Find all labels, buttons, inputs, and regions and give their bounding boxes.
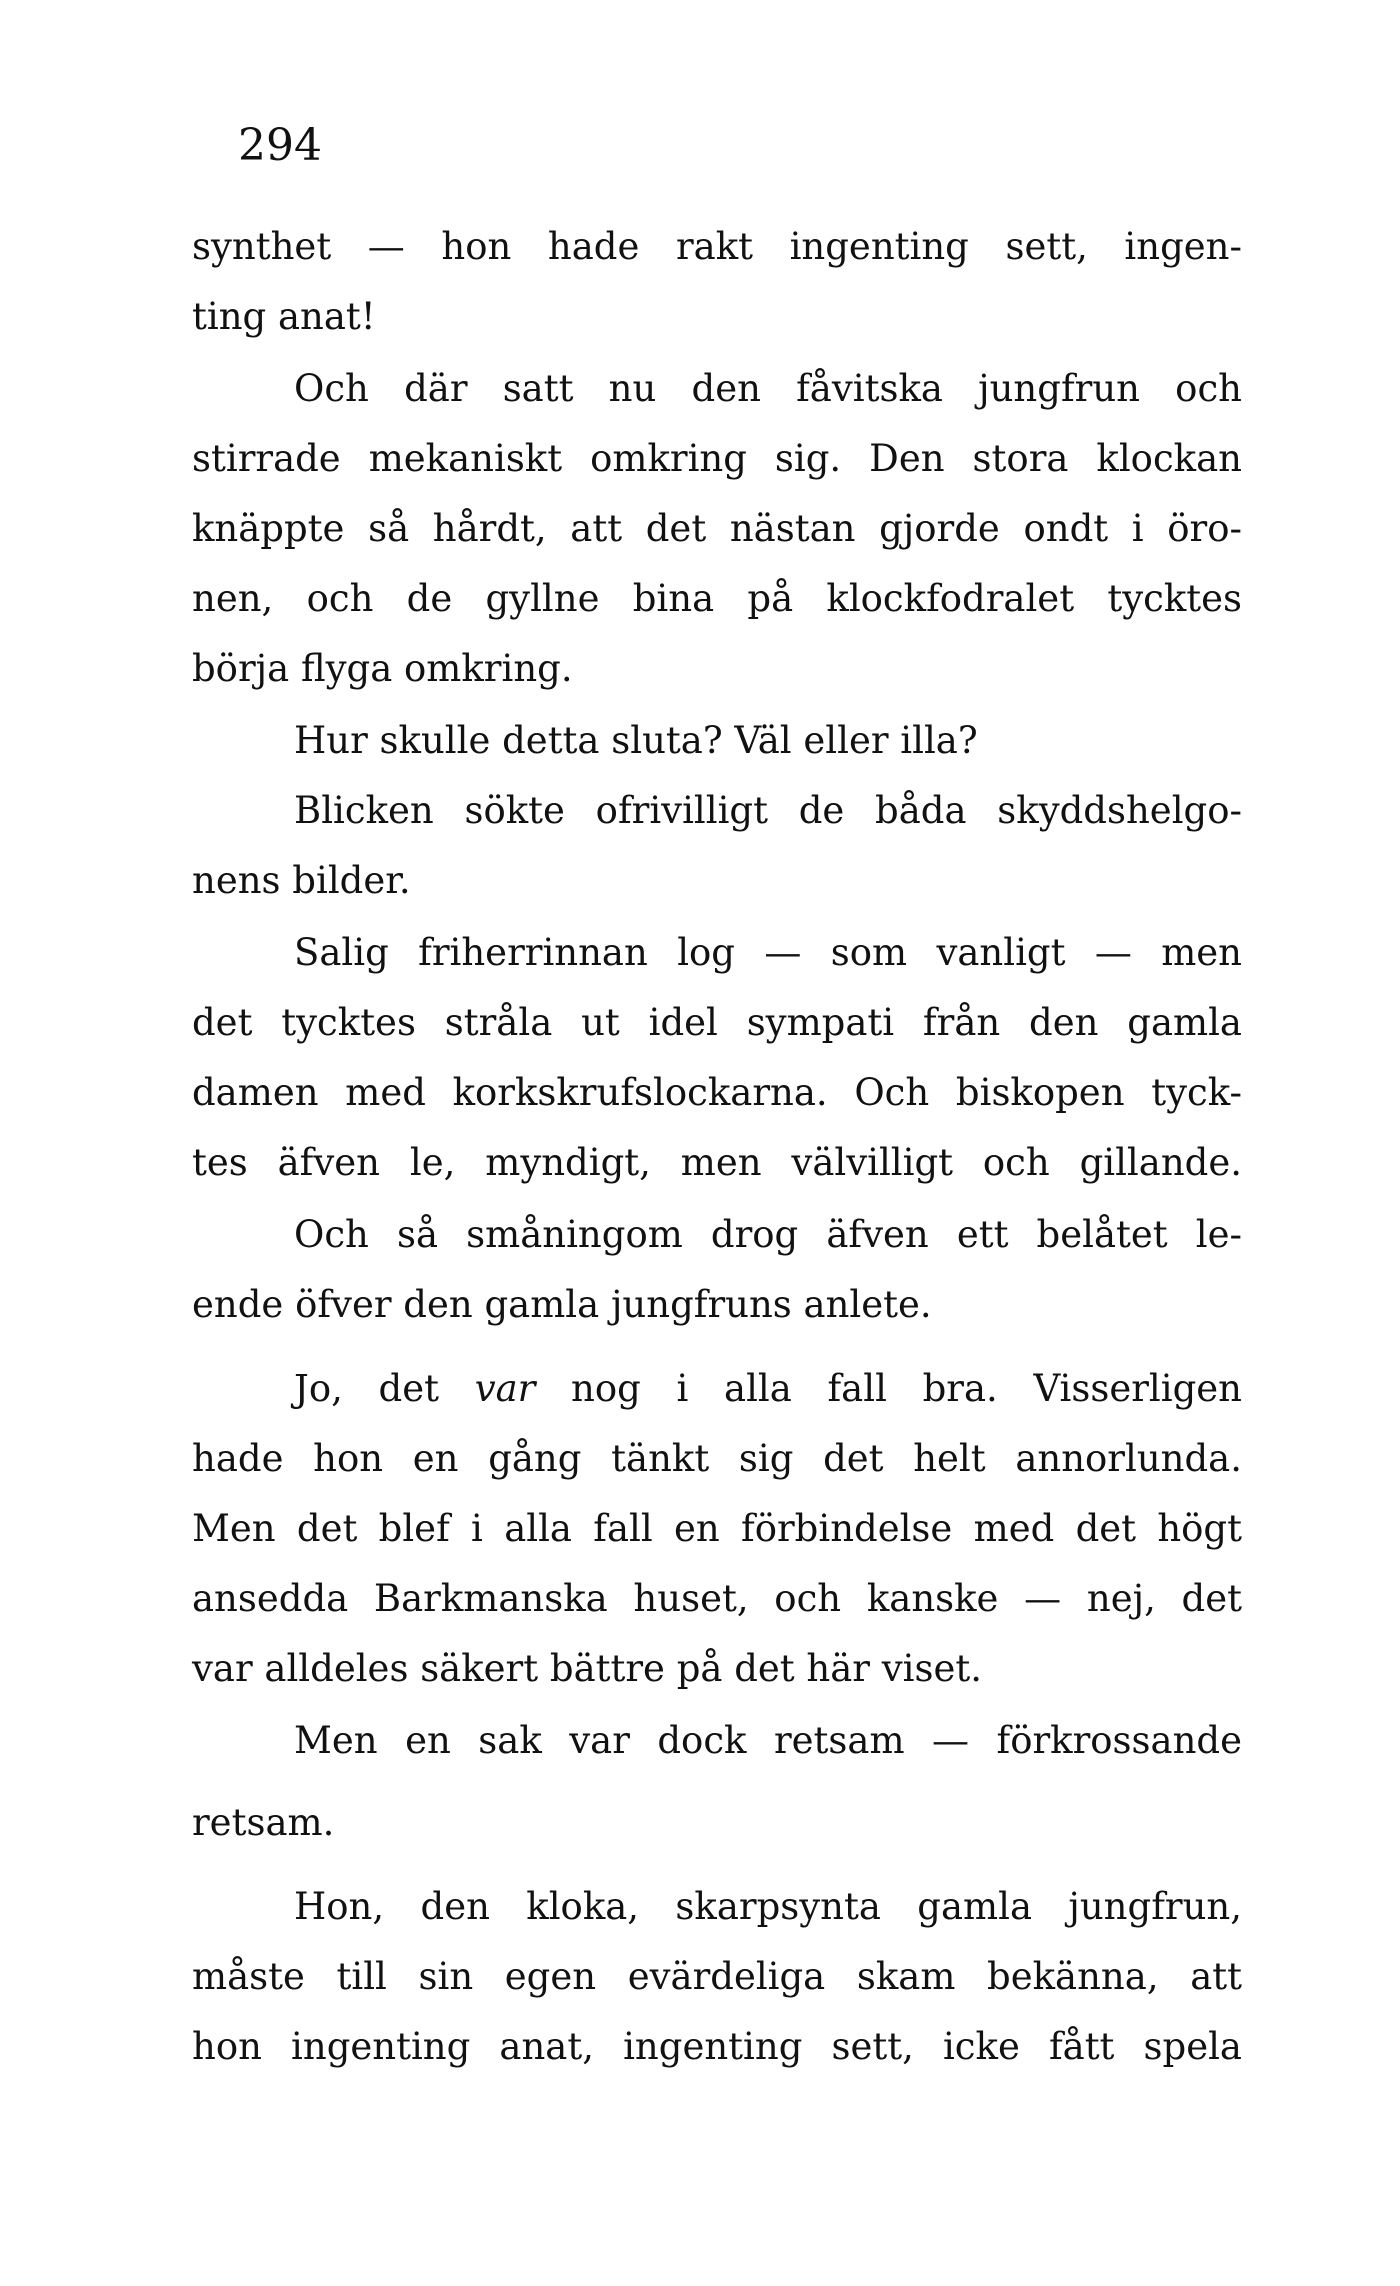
text-line-16: ende öfver den gamla jungfruns anlete. <box>192 1283 932 1326</box>
text-line-1: synthet — hon hade rakt ingenting sett, ingen- <box>192 225 1242 268</box>
text-line-22: Men en sak var dock retsam — förkrossande <box>294 1719 1242 1762</box>
text-line-3: Och där satt nu den fåvitska jungfrun och <box>294 367 1242 410</box>
text-line-17-after: nog i alla fall bra. Visserligen <box>535 1367 1242 1410</box>
text-line-4: stirrade mekaniskt omkring sig. Den stora klockan <box>192 437 1242 480</box>
text-line-8: Hur skulle detta sluta? Väl eller illa? <box>294 719 978 762</box>
text-line-11: Salig friherrinnan log — som vanligt — men <box>294 931 1242 974</box>
text-line-17 <box>294 1354 1242 1424</box>
text-line-23: retsam. <box>192 1801 335 1844</box>
text-line-24: Hon, den kloka, skarpsynta gamla jungfrun, <box>294 1885 1242 1928</box>
text-line-17-before: Jo, det <box>294 1367 475 1410</box>
text-line-12: det tycktes stråla ut idel sympati från den gamla <box>192 1001 1242 1044</box>
text-line-14: tes äfven le, myndigt, men välvilligt och gillande. <box>192 1141 1242 1184</box>
text-line-2: ting anat! <box>192 295 376 338</box>
text-line-26: hon ingenting anat, ingenting sett, icke fått spela <box>192 2025 1242 2068</box>
text-line-19: Men det blef i alla fall en förbindelse med det högt <box>192 1507 1242 1550</box>
text-line-20: ansedda Barkmanska huset, och kanske — nej, det <box>192 1577 1242 1620</box>
page-number: 294 <box>238 120 322 171</box>
text-line-5: knäppte så hårdt, att det nästan gjorde ondt i öro- <box>192 507 1242 550</box>
text-line-9: Blicken sökte ofrivilligt de båda skyddshelgo- <box>294 789 1242 832</box>
text-line-21: var alldeles säkert bättre på det här viset. <box>192 1647 983 1690</box>
text-line-18: hade hon en gång tänkt sig det helt annorlunda. <box>192 1437 1242 1480</box>
text-line-10: nens bilder. <box>192 859 411 902</box>
text-line-25: måste till sin egen evärdeliga skam bekänna, att <box>192 1955 1242 1998</box>
text-line-13: damen med korkskrufslockarna. Och biskopen tyck- <box>192 1071 1242 1114</box>
emphasized-word: var <box>474 1367 536 1410</box>
text-line-7: börja flyga omkring. <box>192 647 573 690</box>
text-line-6: nen, och de gyllne bina på klockfodralet tycktes <box>192 577 1242 620</box>
text-line-15: Och så småningom drog äfven ett belåtet le- <box>294 1213 1242 1256</box>
